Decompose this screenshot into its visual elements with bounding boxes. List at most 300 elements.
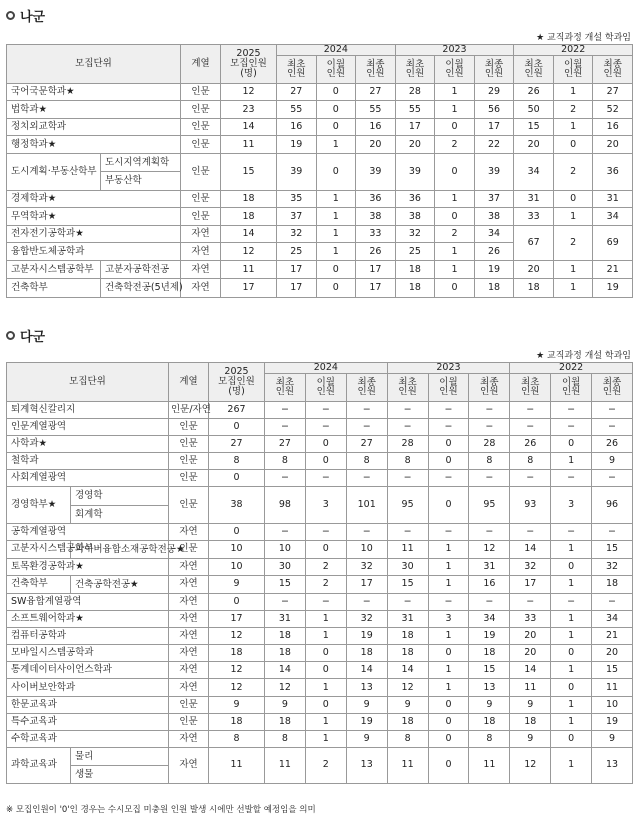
table-row — [7, 662, 633, 679]
sub-major-cell — [71, 487, 169, 523]
stat-value: 15 — [592, 662, 633, 679]
stat-value: 12 — [510, 747, 551, 783]
stat-value: 14 — [510, 662, 551, 679]
unit-name: 과학교육과 — [7, 747, 71, 783]
stat-value: 2 — [553, 153, 593, 190]
header-year-2022: 2022 — [510, 363, 633, 374]
stat-value: 32 — [346, 558, 387, 575]
table-row — [7, 696, 633, 713]
stat-value: 18 — [387, 628, 428, 645]
table-row — [7, 730, 633, 747]
stat-value: 15 — [265, 575, 306, 593]
quota-2025: 27 — [209, 436, 265, 453]
stat-value: 0 — [305, 645, 346, 662]
stat-value: 0 — [428, 487, 469, 523]
stat-value: 19 — [593, 279, 633, 298]
stat-value: 31 — [469, 558, 510, 575]
stat-value: 0 — [305, 696, 346, 713]
stat-value: 1 — [305, 713, 346, 730]
table-row — [7, 260, 633, 279]
unit-name: 경제학과★ — [7, 190, 181, 208]
unit-name: 한문교육과 — [7, 696, 169, 713]
stat-value: 31 — [265, 611, 306, 628]
stat-value: 18 — [265, 628, 306, 645]
unit-name: 전자전기공학과★ — [7, 225, 181, 243]
quota-2025: 8 — [209, 730, 265, 747]
stat-value: 1 — [305, 679, 346, 696]
stat-value: 18 — [592, 575, 633, 593]
stat-value: 27 — [346, 436, 387, 453]
sub-major: 건축학전공(5년제) — [105, 282, 183, 294]
quota-2025: 17 — [209, 611, 265, 628]
stat-value: 0 — [551, 730, 592, 747]
unit-name: 고분자시스템공학부 — [7, 540, 71, 558]
stat-value: 18 — [346, 645, 387, 662]
stat-value: 1 — [435, 190, 475, 208]
stat-value: 0 — [316, 83, 356, 101]
stat-value: − — [469, 470, 510, 487]
stat-value: 19 — [592, 713, 633, 730]
na-admission-table — [6, 44, 633, 298]
track: 인문 — [169, 419, 209, 436]
stat-value: 0 — [428, 453, 469, 470]
unit-name: 정치외교학과 — [7, 118, 181, 136]
stat-value: 17 — [346, 575, 387, 593]
stat-value: − — [551, 594, 592, 611]
quota-2025: 11 — [221, 136, 277, 154]
stat-value: 95 — [387, 487, 428, 523]
unit-name: 컴퓨터공학과 — [7, 628, 169, 645]
stat-value: 18 — [265, 713, 306, 730]
stat-value: 20 — [356, 136, 396, 154]
unit-name: 사이버보안학과 — [7, 679, 169, 696]
footer-note: ※ 모집인원이 '0'인 경우는 수시모집 미충원 인원 발생 시에만 선발할 예정임을 의미 — [6, 805, 316, 815]
stat-value: 0 — [553, 190, 593, 208]
stat-value: 34 — [474, 225, 514, 243]
quota-2025: 8 — [209, 453, 265, 470]
unit-name: 통계데이터사이언스학과 — [7, 662, 169, 679]
stat-value: 1 — [435, 101, 475, 119]
stat-value: 1 — [553, 208, 593, 226]
stat-value: 1 — [551, 611, 592, 628]
unit-name: SW융합계열광역 — [7, 594, 169, 611]
table-row — [7, 83, 633, 101]
stat-value: 11 — [387, 540, 428, 558]
header-sub: 이월 인원 — [435, 55, 475, 83]
header-sub: 이월 인원 — [428, 373, 469, 401]
stat-value: 0 — [551, 645, 592, 662]
stat-value: 2 — [305, 747, 346, 783]
stat-value: 1 — [428, 628, 469, 645]
stat-value: 33 — [510, 611, 551, 628]
stat-value: 31 — [593, 190, 633, 208]
stat-value: 8 — [469, 453, 510, 470]
stat-value: 21 — [592, 628, 633, 645]
header-sub: 이월 인원 — [551, 373, 592, 401]
stat-value: 17 — [510, 575, 551, 593]
quota-2025: 12 — [221, 243, 277, 261]
stat-value: 18 — [474, 279, 514, 298]
track: 자연 — [169, 523, 209, 540]
unit-name: 경영학부★ — [7, 487, 71, 523]
stat-value: 2 — [553, 225, 593, 260]
stat-value: 19 — [346, 713, 387, 730]
stat-value: 9 — [265, 696, 306, 713]
table-row — [7, 575, 633, 593]
header-year-2023: 2023 — [387, 363, 510, 374]
stat-value: 20 — [514, 136, 554, 154]
quota-2025: 11 — [209, 747, 265, 783]
stat-value: 19 — [474, 260, 514, 279]
header-track: 계열 — [181, 45, 221, 84]
stat-value: 39 — [356, 153, 396, 190]
stat-value: 0 — [435, 153, 475, 190]
stat-value: − — [387, 401, 428, 418]
stat-value: 27 — [356, 83, 396, 101]
stat-value: 52 — [593, 101, 633, 119]
stat-value: 17 — [277, 279, 317, 298]
stat-value: − — [265, 401, 306, 418]
stat-value: 38 — [474, 208, 514, 226]
stat-value: − — [428, 523, 469, 540]
unit-name: 행정학과★ — [7, 136, 181, 154]
stat-value: 39 — [395, 153, 435, 190]
stat-value: − — [346, 419, 387, 436]
quota-2025: 10 — [209, 558, 265, 575]
stat-value: 32 — [592, 558, 633, 575]
header-year-2024: 2024 — [265, 363, 388, 374]
stat-value: 34 — [469, 611, 510, 628]
quota-2025: 10 — [209, 540, 265, 558]
stat-value: − — [469, 523, 510, 540]
sub-major: 파이버융합소재공학전공★ — [75, 543, 185, 555]
unit-name: 사회계열광역 — [7, 470, 169, 487]
stat-value: 19 — [277, 136, 317, 154]
stat-value: − — [551, 523, 592, 540]
stat-value: 26 — [592, 436, 633, 453]
stat-value: 13 — [592, 747, 633, 783]
header-sub: 최종 인원 — [346, 373, 387, 401]
stat-value: − — [510, 401, 551, 418]
header-sub: 최종 인원 — [474, 55, 514, 83]
stat-value: − — [305, 470, 346, 487]
stat-value: − — [387, 470, 428, 487]
stat-value: 33 — [514, 208, 554, 226]
table-row — [7, 540, 633, 558]
stat-value: − — [428, 419, 469, 436]
stat-value: 1 — [551, 713, 592, 730]
stat-value: 55 — [395, 101, 435, 119]
stat-value: 18 — [514, 279, 554, 298]
stat-value: − — [346, 523, 387, 540]
unit-name: 융합반도체공학과 — [7, 243, 181, 261]
table-row — [7, 487, 633, 523]
stat-value: 36 — [356, 190, 396, 208]
quota-2025: 23 — [221, 101, 277, 119]
stat-value: 38 — [395, 208, 435, 226]
stat-value: 1 — [435, 83, 475, 101]
stat-value: 19 — [469, 628, 510, 645]
stat-value: 55 — [277, 101, 317, 119]
sub-major-cell — [71, 540, 185, 558]
stat-value: 9 — [510, 696, 551, 713]
stat-value: − — [428, 401, 469, 418]
stat-value: 31 — [387, 611, 428, 628]
quota-2025: 18 — [209, 713, 265, 730]
stat-value: − — [510, 523, 551, 540]
table-row — [7, 611, 633, 628]
track: 자연 — [169, 730, 209, 747]
stat-value: 35 — [277, 190, 317, 208]
table-row — [7, 747, 633, 783]
stat-value: 27 — [265, 436, 306, 453]
track: 인문 — [169, 470, 209, 487]
header-sub: 최초 인원 — [514, 55, 554, 83]
stat-value: 20 — [593, 136, 633, 154]
sub-major: 도시지역계획학 — [105, 156, 170, 168]
stat-value: 9 — [387, 696, 428, 713]
stat-value: 18 — [265, 645, 306, 662]
section-da-title: 다군 — [6, 326, 45, 345]
quota-2025: 15 — [221, 153, 277, 190]
stat-value: 21 — [593, 260, 633, 279]
stat-value: 0 — [435, 118, 475, 136]
stat-value: 17 — [356, 279, 396, 298]
stat-value: 34 — [592, 611, 633, 628]
sub-major-cell — [101, 279, 181, 298]
track: 인문 — [181, 190, 221, 208]
stat-value: 0 — [551, 679, 592, 696]
stat-value: 25 — [395, 243, 435, 261]
legend-note-na: ★ 교직과정 개설 학과임 — [536, 33, 631, 43]
stat-value: 0 — [551, 558, 592, 575]
stat-value: 2 — [305, 575, 346, 593]
stat-value: 8 — [387, 730, 428, 747]
stat-value: 1 — [553, 118, 593, 136]
track: 인문 — [169, 713, 209, 730]
stat-value: 0 — [428, 730, 469, 747]
track: 자연 — [169, 611, 209, 628]
stat-value: 28 — [469, 436, 510, 453]
stat-value: 98 — [265, 487, 306, 523]
stat-value: − — [265, 523, 306, 540]
stat-value: − — [305, 523, 346, 540]
quota-2025: 18 — [221, 208, 277, 226]
quota-2025: 11 — [221, 260, 277, 279]
stat-value: 8 — [510, 453, 551, 470]
stat-value: 69 — [593, 225, 633, 260]
stat-value: 0 — [305, 453, 346, 470]
stat-value: 14 — [265, 662, 306, 679]
stat-value: − — [428, 594, 469, 611]
stat-value: 18 — [510, 713, 551, 730]
stat-value: 1 — [305, 730, 346, 747]
stat-value: − — [469, 419, 510, 436]
table-row — [7, 118, 633, 136]
quota-2025: 0 — [209, 523, 265, 540]
stat-value: 0 — [305, 662, 346, 679]
header-sub: 최종 인원 — [593, 55, 633, 83]
stat-value: 20 — [592, 645, 633, 662]
stat-value: 1 — [316, 190, 356, 208]
stat-value: 1 — [551, 575, 592, 593]
unit-name: 인문계열광역 — [7, 419, 169, 436]
header-quota-2025: 2025 모집인원 (명) — [209, 363, 265, 402]
stat-value: 11 — [510, 679, 551, 696]
header-sub: 최종 인원 — [592, 373, 633, 401]
track: 자연 — [181, 243, 221, 261]
unit-name: 건축학부 — [7, 575, 71, 593]
stat-value: 0 — [435, 208, 475, 226]
header-year-2022: 2022 — [514, 45, 633, 56]
stat-value: 33 — [356, 225, 396, 243]
stat-value: − — [265, 594, 306, 611]
table-row — [7, 225, 633, 243]
stat-value: 17 — [474, 118, 514, 136]
stat-value: 9 — [592, 453, 633, 470]
track: 인문 — [169, 696, 209, 713]
header-sub: 최초 인원 — [395, 55, 435, 83]
stat-value: 29 — [474, 83, 514, 101]
stat-value: 1 — [551, 628, 592, 645]
sub-major-cell — [101, 260, 181, 279]
stat-value: 3 — [428, 611, 469, 628]
unit-name: 철학과 — [7, 453, 169, 470]
stat-value: 9 — [510, 730, 551, 747]
track: 인문 — [181, 118, 221, 136]
section-na-title: 나군 — [6, 6, 45, 25]
stat-value: 14 — [346, 662, 387, 679]
stat-value: 1 — [551, 662, 592, 679]
header-sub: 최초 인원 — [265, 373, 306, 401]
stat-value: 27 — [593, 83, 633, 101]
stat-value: 93 — [510, 487, 551, 523]
track: 자연 — [169, 662, 209, 679]
stat-value: 16 — [469, 575, 510, 593]
table-row — [7, 101, 633, 119]
stat-value: 18 — [387, 713, 428, 730]
stat-value: 0 — [316, 101, 356, 119]
header-sub: 이월 인원 — [553, 55, 593, 83]
stat-value: − — [469, 401, 510, 418]
quota-2025: 0 — [209, 419, 265, 436]
stat-value: − — [551, 419, 592, 436]
stat-value: 67 — [514, 225, 554, 260]
stat-value: 18 — [469, 645, 510, 662]
quota-2025: 12 — [221, 83, 277, 101]
stat-value: 56 — [474, 101, 514, 119]
sub-major: 경영학 — [75, 490, 103, 502]
stat-value: 0 — [316, 153, 356, 190]
track: 인문/자연 — [169, 401, 209, 418]
quota-2025: 12 — [209, 628, 265, 645]
table-row — [7, 279, 633, 298]
stat-value: 101 — [346, 487, 387, 523]
stat-value: 9 — [469, 696, 510, 713]
stat-value: 39 — [277, 153, 317, 190]
header-quota-2025: 2025 모집인원 (명) — [221, 45, 277, 84]
stat-value: 34 — [593, 208, 633, 226]
quota-2025: 38 — [209, 487, 265, 523]
stat-value: 37 — [277, 208, 317, 226]
stat-value: 0 — [428, 645, 469, 662]
stat-value: 20 — [514, 260, 554, 279]
stat-value: 50 — [514, 101, 554, 119]
unit-name: 소프트웨어학과★ — [7, 611, 169, 628]
quota-2025: 9 — [209, 575, 265, 593]
stat-value: 0 — [553, 136, 593, 154]
stat-value: 1 — [428, 662, 469, 679]
stat-value: 28 — [395, 83, 435, 101]
stat-value: 11 — [387, 747, 428, 783]
header-sub: 최초 인원 — [277, 55, 317, 83]
table-row — [7, 136, 633, 154]
track: 인문 — [181, 208, 221, 226]
stat-value: 1 — [551, 453, 592, 470]
track: 인문 — [169, 436, 209, 453]
circle-bullet-icon — [6, 331, 15, 340]
sub-major-cell — [101, 153, 181, 190]
header-sub: 최종 인원 — [469, 373, 510, 401]
stat-value: 1 — [316, 225, 356, 243]
stat-value: 1 — [305, 628, 346, 645]
stat-value: 95 — [469, 487, 510, 523]
stat-value: − — [387, 419, 428, 436]
track: 인문 — [169, 453, 209, 470]
unit-name: 건축학부 — [7, 279, 101, 298]
stat-value: 18 — [387, 645, 428, 662]
stat-value: − — [551, 470, 592, 487]
stat-value: 55 — [356, 101, 396, 119]
stat-value: 1 — [316, 243, 356, 261]
stat-value: 1 — [428, 575, 469, 593]
legend-note-da: ★ 교직과정 개설 학과임 — [536, 351, 631, 361]
unit-name: 수학교육과 — [7, 730, 169, 747]
stat-value: 36 — [593, 153, 633, 190]
table-row — [7, 453, 633, 470]
stat-value: 13 — [346, 747, 387, 783]
stat-value: − — [592, 470, 633, 487]
stat-value: − — [387, 523, 428, 540]
stat-value: − — [592, 523, 633, 540]
sub-major: 생물 — [71, 765, 168, 783]
quota-2025: 9 — [209, 696, 265, 713]
stat-value: 9 — [346, 696, 387, 713]
stat-value: − — [592, 401, 633, 418]
stat-value: 11 — [592, 679, 633, 696]
track: 인문 — [169, 487, 209, 523]
stat-value: 26 — [514, 83, 554, 101]
header-sub: 이월 인원 — [305, 373, 346, 401]
stat-value: 37 — [474, 190, 514, 208]
track: 자연 — [181, 279, 221, 298]
stat-value: 18 — [395, 260, 435, 279]
stat-value: 1 — [428, 679, 469, 696]
stat-value: − — [305, 594, 346, 611]
quota-2025: 14 — [221, 225, 277, 243]
stat-value: 0 — [428, 436, 469, 453]
stat-value: 13 — [469, 679, 510, 696]
sub-major-cell — [71, 575, 169, 593]
track: 인문 — [181, 153, 221, 190]
stat-value: 3 — [551, 487, 592, 523]
stat-value: 2 — [435, 225, 475, 243]
stat-value: 9 — [592, 730, 633, 747]
stat-value: 0 — [428, 713, 469, 730]
stat-value: 17 — [277, 260, 317, 279]
stat-value: 1 — [428, 540, 469, 558]
table-row — [7, 190, 633, 208]
